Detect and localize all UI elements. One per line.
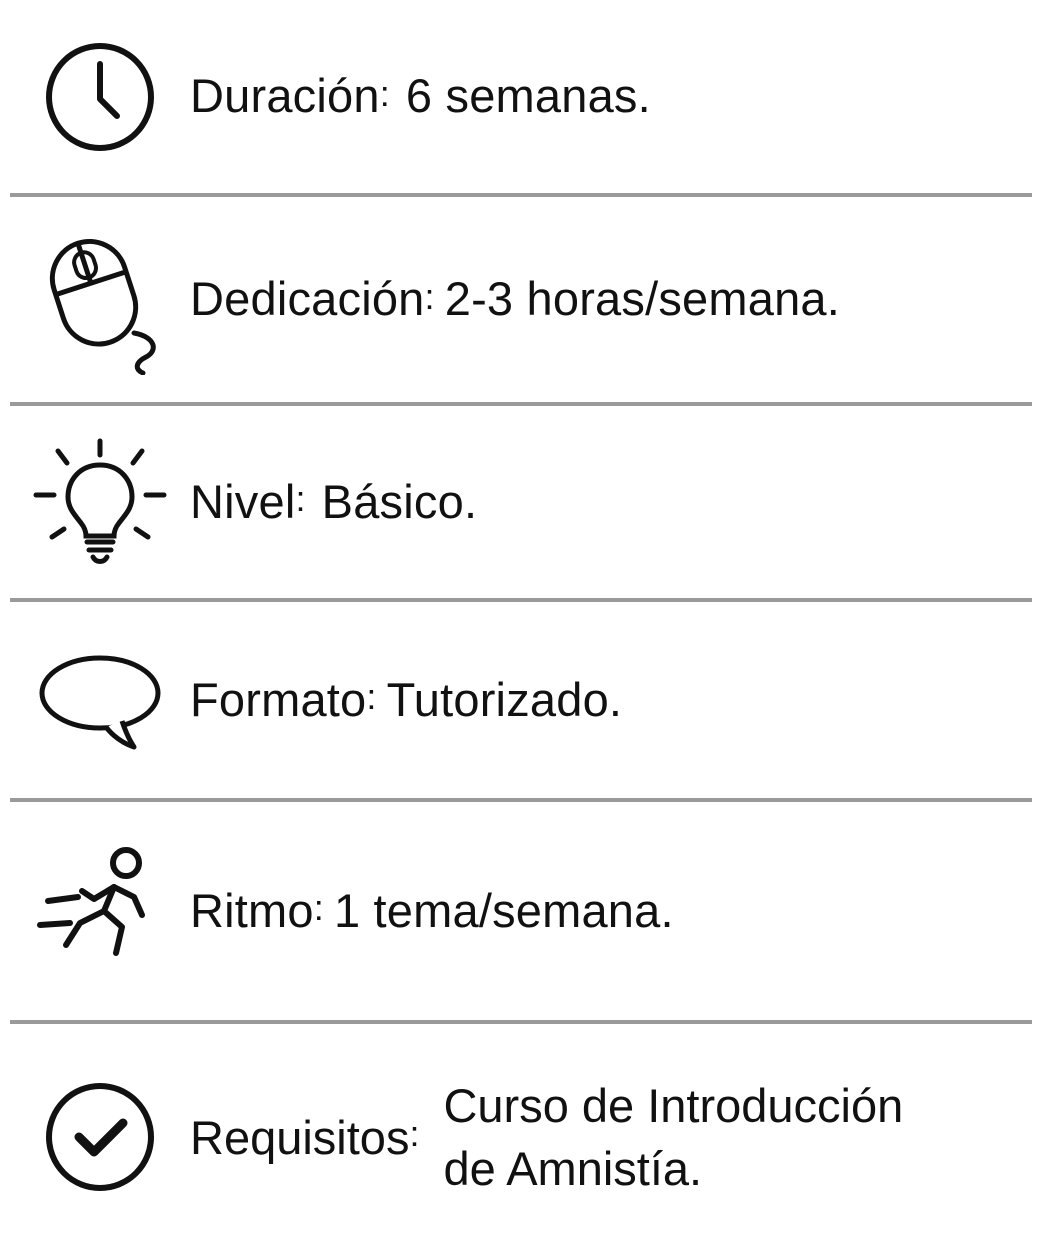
- detail-label-dedicacion: Dedicación: [190, 272, 425, 326]
- detail-value-nivel: Básico.: [321, 474, 478, 528]
- detail-value-formato: Tutorizado.: [386, 672, 623, 726]
- detail-row-ritmo: [10, 802, 1032, 1020]
- detail-row-dedicacion: [10, 197, 1032, 402]
- detail-colon-ritmo: :: [313, 887, 324, 929]
- detail-colon-requisitos: :: [409, 1113, 420, 1154]
- detail-text-dedicacion: [190, 272, 1032, 326]
- lightbulb-icon: [10, 437, 190, 567]
- detail-label-nivel: Nivel: [190, 474, 296, 528]
- check-circle-icon: [10, 1078, 190, 1196]
- detail-value-dedicacion: 2-3 horas/semana.: [444, 272, 841, 326]
- detail-text-requisitos: [190, 1074, 1032, 1201]
- detail-label-requisitos: Requisitos: [190, 1110, 410, 1164]
- detail-value-ritmo: 1 tema/semana.: [333, 883, 674, 937]
- detail-colon-dedicacion: :: [424, 275, 435, 317]
- detail-text-ritmo: [190, 884, 1032, 938]
- speech-bubble-icon: [10, 645, 190, 755]
- detail-row-requisitos: [10, 1024, 1032, 1250]
- clock-icon: [10, 38, 190, 156]
- detail-label-formato: Formato: [190, 672, 367, 726]
- detail-text-duracion: [190, 69, 1032, 123]
- detail-text-nivel: [190, 475, 1032, 529]
- detail-colon-duracion: :: [379, 72, 390, 114]
- detail-row-nivel: [10, 406, 1032, 598]
- detail-text-formato: [190, 673, 1032, 727]
- mouse-icon: [10, 225, 190, 375]
- detail-label-ritmo: Ritmo: [190, 883, 314, 937]
- detail-row-formato: [10, 602, 1032, 798]
- detail-label-duracion: Duración: [190, 69, 380, 123]
- detail-colon-nivel: :: [295, 478, 306, 520]
- detail-value-duracion: 6 semanas.: [405, 69, 651, 123]
- detail-colon-formato: :: [366, 676, 377, 718]
- running-person-icon: [10, 841, 190, 981]
- detail-row-duracion: [10, 0, 1032, 193]
- detail-value-requisitos: Curso de Introducción de Amnistía.: [443, 1078, 904, 1195]
